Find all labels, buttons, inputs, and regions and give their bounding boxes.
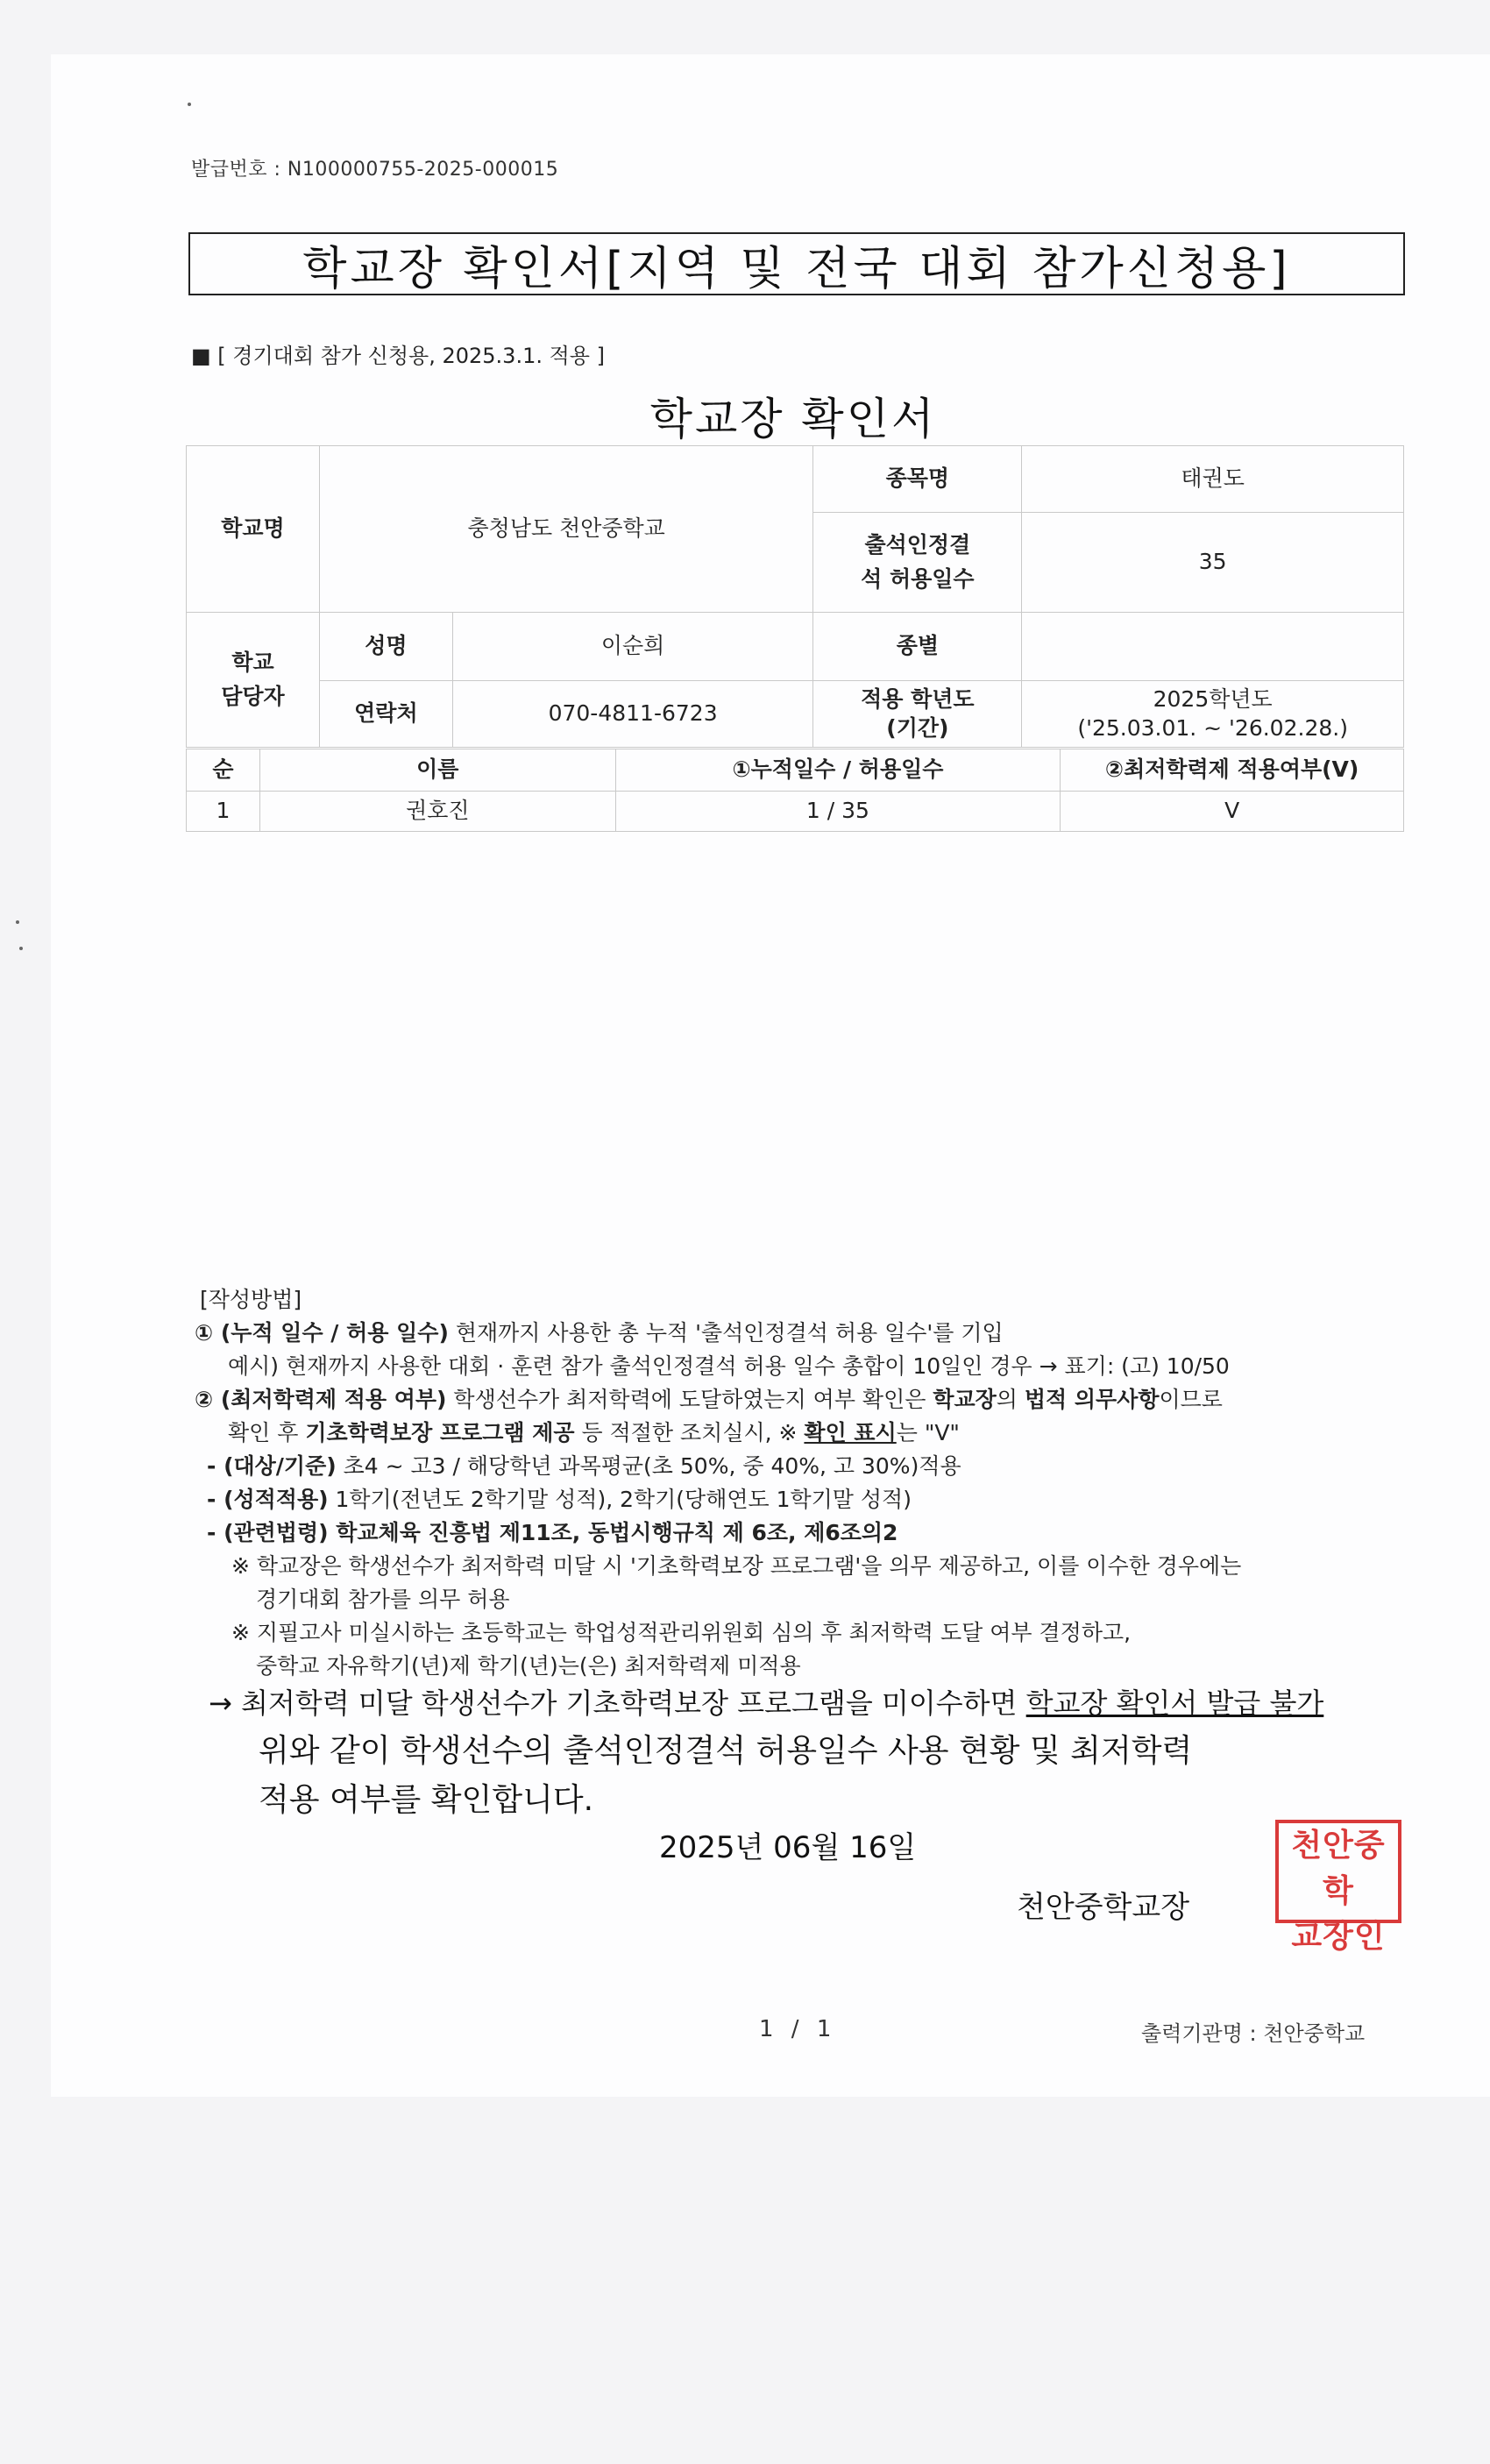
document-subtitle: 학교장 확인서 bbox=[649, 394, 937, 444]
method-line: ※ 지필고사 미실시하는 초등학교는 학업성적관리위원회 심의 후 최저학력 도달 여부 결정하고, bbox=[231, 1620, 1132, 1645]
method-term: - (대상/기준) bbox=[207, 1453, 337, 1479]
period-value: ('25.03.01. ~ '26.02.28.) bbox=[1077, 714, 1348, 741]
seal-line: 교장인 bbox=[1291, 1919, 1386, 1955]
method-term: - (관련법령) bbox=[207, 1520, 329, 1545]
absence-value: 35 bbox=[1022, 513, 1404, 613]
method-emphasis: 기초학력보장 프로그램 제공 bbox=[305, 1420, 575, 1445]
method-line bbox=[195, 1483, 1241, 1516]
contact-label: 연락처 bbox=[319, 681, 452, 748]
name-value: 이순희 bbox=[452, 613, 813, 681]
table-header: 순 bbox=[187, 749, 260, 792]
page-number: 1 / 1 bbox=[759, 2016, 837, 2042]
name-label: 성명 bbox=[319, 613, 452, 681]
school-label: 학교명 bbox=[187, 446, 320, 613]
year-label: 적용 학년도 (기간) bbox=[813, 681, 1022, 748]
table-header: ①누적일수 / 허용일수 bbox=[615, 749, 1061, 792]
method-term: - (성적적용) bbox=[207, 1487, 329, 1512]
method-line bbox=[195, 1417, 1241, 1450]
warning-text: → 최저학력 미달 학생선수가 기초학력보장 프로그램을 미이수하면 bbox=[209, 1686, 1026, 1720]
document-title bbox=[188, 232, 1405, 295]
seal-line: 천안중학 bbox=[1291, 1828, 1386, 1909]
table-header: 이름 bbox=[259, 749, 615, 792]
confirmation-line: 위와 같이 학생선수의 출석인정결석 허용일수 사용 현황 및 최저학력 bbox=[259, 1733, 1193, 1769]
table-row bbox=[187, 792, 1404, 832]
issuing-institution: 출력기관명 : 천안중학교 bbox=[1141, 2021, 1366, 2046]
scan-speck bbox=[16, 920, 19, 924]
category-value bbox=[1022, 613, 1404, 681]
method-text: 는 "V" bbox=[896, 1420, 960, 1445]
method-text: 초4 ~ 고3 / 해당학년 과목평균(초 50%, 중 40%, 고 30%)적용 bbox=[336, 1453, 961, 1479]
method-text: 1학기(전년도 2학기말 성적), 2학기(당해연도 1학기말 성적) bbox=[328, 1487, 912, 1512]
document-number: 발급번호 : N100000755-2025-000015 bbox=[191, 159, 559, 181]
confirmation-statement bbox=[259, 1727, 1192, 1825]
document-title-text: 학교장 확인서[지역 및 전국 대회 참가신청용] bbox=[302, 242, 1291, 295]
applied-note: ■ [ 경기대회 참가 신청용, 2025.3.1. 적용 ] bbox=[191, 344, 605, 368]
absence-label: 출석인정결석 허용일수 bbox=[813, 513, 1022, 613]
confirmation-line: 적용 여부를 확인합니다. bbox=[259, 1782, 594, 1818]
method-text: 학생선수가 최저학력에 도달하였는지 여부 확인은 bbox=[446, 1387, 933, 1412]
method-text: 등 적절한 조치실시, ※ bbox=[574, 1420, 805, 1445]
school-value: 충청남도 천안중학교 bbox=[319, 446, 812, 613]
info-table bbox=[186, 445, 1404, 748]
year-cell bbox=[1022, 681, 1404, 748]
method-line: 중학교 자유학기(년)제 학기(년)는(은) 최저학력제 미적용 bbox=[256, 1653, 801, 1679]
student-table bbox=[186, 749, 1404, 832]
event-value: 태권도 bbox=[1022, 446, 1404, 513]
event-label: 종목명 bbox=[813, 446, 1022, 513]
method-line bbox=[195, 1317, 1241, 1350]
issuance-warning bbox=[209, 1681, 1323, 1722]
method-line bbox=[195, 1450, 1241, 1483]
method-term: ② (최저학력제 적용 여부) bbox=[195, 1387, 447, 1412]
category-label: 종별 bbox=[813, 613, 1022, 681]
method-heading: [작성방법] bbox=[200, 1287, 302, 1312]
principal-signature: 천안중학교장 bbox=[1017, 1890, 1190, 1925]
method-text: 확인 후 bbox=[228, 1420, 306, 1445]
table-header: ②최저학력제 적용여부(V) bbox=[1061, 749, 1404, 792]
method-line bbox=[195, 1383, 1241, 1417]
writing-method bbox=[195, 1283, 1241, 1683]
method-line bbox=[195, 1516, 1241, 1550]
absence-count: 1 / 35 bbox=[615, 792, 1061, 832]
method-line: 경기대회 참가를 의무 허용 bbox=[256, 1587, 510, 1612]
method-text: 이므로 bbox=[1159, 1387, 1223, 1412]
row-number: 1 bbox=[187, 792, 260, 832]
method-text: 학교체육 진흥법 제11조, 동법시행규칙 제 6조, 제6조의2 bbox=[328, 1520, 898, 1545]
method-emphasis: 확인 표시 bbox=[804, 1420, 897, 1445]
method-line: ※ 학교장은 학생선수가 최저학력 미달 시 '기초학력보장 프로그램'을 의무 제공하고, 이를 이수한 경우에는 bbox=[231, 1553, 1242, 1579]
warning-emphasis: 학교장 확인서 발급 불가 bbox=[1025, 1686, 1324, 1720]
method-emphasis: 학교장 bbox=[933, 1387, 997, 1412]
manager-label: 학교 담당자 bbox=[187, 613, 320, 748]
student-name: 권호진 bbox=[259, 792, 615, 832]
year-value: 2025학년도 bbox=[1153, 686, 1273, 712]
method-emphasis: 법적 의무사항 bbox=[1024, 1387, 1160, 1412]
method-term: ① (누적 일수 / 허용 일수) bbox=[195, 1320, 449, 1346]
method-text: 현재까지 사용한 총 누적 '출석인정결석 허용 일수'를 기입 bbox=[448, 1320, 1004, 1346]
min-academic-check: V bbox=[1061, 792, 1404, 832]
method-line: 예시) 현재까지 사용한 대회 · 훈련 참가 출석인정결석 허용 일수 총합이 10일인 경우 → 표기: (고) 10/50 bbox=[228, 1353, 1230, 1379]
issue-date: 2025년 06월 16일 bbox=[659, 1830, 917, 1865]
official-seal bbox=[1275, 1820, 1401, 1955]
scan-speck bbox=[188, 103, 191, 106]
scan-speck bbox=[19, 947, 23, 950]
method-text: 의 bbox=[996, 1387, 1025, 1412]
contact-value: 070-4811-6723 bbox=[452, 681, 813, 748]
